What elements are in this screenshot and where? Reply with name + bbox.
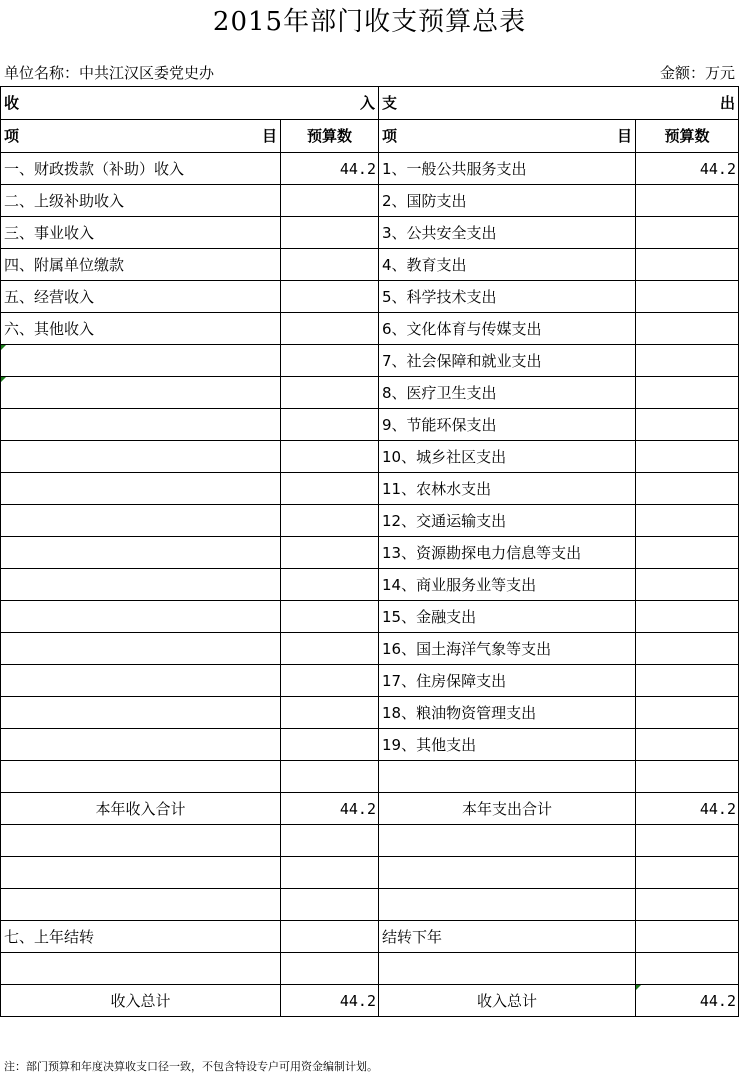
income-item-cell: 六、其他收入 <box>1 313 281 345</box>
expense-header-cell <box>379 87 739 120</box>
table-row <box>1 729 739 761</box>
income-value-cell <box>281 761 379 793</box>
blank-row <box>1 825 739 857</box>
table-row <box>1 409 739 441</box>
income-value-cell <box>281 569 379 601</box>
grand-total-row <box>1 985 739 1017</box>
income-item-cell: 三、事业收入 <box>1 217 281 249</box>
table-row <box>1 441 739 473</box>
income-header-right: 入 <box>359 94 375 112</box>
blank-cell <box>379 953 636 985</box>
table-row <box>1 153 739 185</box>
blank-cell <box>281 953 379 985</box>
income-item-cell: 四、附属单位缴款 <box>1 249 281 281</box>
expense-value-cell <box>636 697 739 729</box>
blank-cell <box>1 857 281 889</box>
grand-expense-label: 收入总计 <box>379 985 636 1017</box>
income-item-cell <box>1 633 281 665</box>
table-row <box>1 217 739 249</box>
expense-item-cell: 3、公共安全支出 <box>379 217 636 249</box>
expense-header-left: 支 <box>382 94 398 112</box>
expense-value-cell <box>636 185 739 217</box>
table-row <box>1 377 739 409</box>
income-item-cell <box>1 345 281 377</box>
blank-row <box>1 857 739 889</box>
expense-item-cell: 9、节能环保支出 <box>379 409 636 441</box>
expense-item-cell: 13、资源勘探电力信息等支出 <box>379 537 636 569</box>
blank-cell <box>379 889 636 921</box>
table-row <box>1 665 739 697</box>
grand-income-label: 收入总计 <box>1 985 281 1017</box>
carry-over-row <box>1 921 739 953</box>
expense-item-cell: 7、社会保障和就业支出 <box>379 345 636 377</box>
grand-income-value: 44.2 <box>281 985 379 1017</box>
table-row <box>1 313 739 345</box>
expense-value-cell <box>636 569 739 601</box>
income-item-cell <box>1 409 281 441</box>
expense-value-cell <box>636 665 739 697</box>
income-value-cell <box>281 729 379 761</box>
unit-name-label: 单位名称：中共江汉区委党史办 <box>4 64 215 82</box>
income-item-cell <box>1 729 281 761</box>
expense-item-cell: 16、国土海洋气象等支出 <box>379 633 636 665</box>
table-row <box>1 345 739 377</box>
income-value-cell <box>281 473 379 505</box>
income-item-cell <box>1 377 281 409</box>
blank-cell <box>379 857 636 889</box>
blank-cell <box>281 857 379 889</box>
expense-value-cell: 44.2 <box>636 153 739 185</box>
blank-cell <box>636 825 739 857</box>
expense-value-cell <box>636 281 739 313</box>
expense-item-cell: 14、商业服务业等支出 <box>379 569 636 601</box>
expense-item-cell: 1、一般公共服务支出 <box>379 153 636 185</box>
income-value-cell <box>281 345 379 377</box>
table-row <box>1 249 739 281</box>
income-item-cell <box>1 665 281 697</box>
income-item-cell <box>1 697 281 729</box>
blank-cell <box>281 889 379 921</box>
income-header-cell <box>1 87 379 120</box>
table-row <box>1 633 739 665</box>
expense-item-cell: 15、金融支出 <box>379 601 636 633</box>
expense-value-cell <box>636 473 739 505</box>
table-row <box>1 601 739 633</box>
income-item-cell: 五、经营收入 <box>1 281 281 313</box>
income-value-cell <box>281 377 379 409</box>
expense-value-cell <box>636 377 739 409</box>
blank-cell <box>379 825 636 857</box>
expense-value-cell <box>636 249 739 281</box>
expense-item-cell: 10、城乡社区支出 <box>379 441 636 473</box>
income-value-cell <box>281 185 379 217</box>
table-row <box>1 185 739 217</box>
expense-value-cell <box>636 601 739 633</box>
income-item-header <box>1 120 281 153</box>
income-item-cell <box>1 601 281 633</box>
expense-value-cell <box>636 633 739 665</box>
income-item-cell: 二、上级补助收入 <box>1 185 281 217</box>
expense-item-cell: 17、住房保障支出 <box>379 665 636 697</box>
income-item-cell <box>1 505 281 537</box>
header-row-income-expense <box>1 87 739 120</box>
income-item-header-left: 项 <box>4 127 20 145</box>
blank-cell <box>281 921 379 953</box>
expense-item-header-left: 项 <box>382 127 398 145</box>
expense-value-cell <box>636 217 739 249</box>
expense-item-cell: 5、科学技术支出 <box>379 281 636 313</box>
blank-cell <box>1 889 281 921</box>
table-row <box>1 569 739 601</box>
expense-value-cell <box>636 505 739 537</box>
expense-value-cell <box>636 345 739 377</box>
expense-budget-header: 预算数 <box>636 120 739 153</box>
amount-unit-label: 金额：万元 <box>659 64 735 82</box>
income-value-cell <box>281 313 379 345</box>
income-item-cell <box>1 473 281 505</box>
expense-value-cell <box>636 537 739 569</box>
income-item-cell <box>1 441 281 473</box>
header-row-items <box>1 120 739 153</box>
annual-total-row <box>1 793 739 825</box>
income-value-cell <box>281 217 379 249</box>
income-item-cell: 一、财政拨款（补助）收入 <box>1 153 281 185</box>
blank-row <box>1 953 739 985</box>
footnote: 注：部门预算和年度决算收支口径一致，不包含特设专户可用资金编制计划。 <box>4 1060 378 1073</box>
expense-item-header-right: 目 <box>616 127 632 145</box>
expense-item-cell: 6、文化体育与传媒支出 <box>379 313 636 345</box>
expense-value-cell <box>636 409 739 441</box>
annual-income-label: 本年收入合计 <box>1 793 281 825</box>
expense-value-cell <box>636 313 739 345</box>
expense-item-cell: 8、医疗卫生支出 <box>379 377 636 409</box>
expense-item-cell: 2、国防支出 <box>379 185 636 217</box>
income-item-cell <box>1 537 281 569</box>
income-value-cell <box>281 249 379 281</box>
income-value-cell <box>281 537 379 569</box>
income-item-cell <box>1 761 281 793</box>
table-row <box>1 473 739 505</box>
blank-cell <box>636 857 739 889</box>
budget-table-body <box>1 87 739 1017</box>
blank-cell <box>636 953 739 985</box>
expense-value-cell <box>636 729 739 761</box>
budget-table <box>0 86 739 1017</box>
carry-income-label: 七、上年结转 <box>1 921 281 953</box>
table-row <box>1 537 739 569</box>
expense-item-cell: 12、交通运输支出 <box>379 505 636 537</box>
expense-item-cell: 19、其他支出 <box>379 729 636 761</box>
blank-row <box>1 889 739 921</box>
income-value-cell <box>281 633 379 665</box>
income-value-cell <box>281 601 379 633</box>
carry-expense-label: 结转下年 <box>379 921 636 953</box>
income-item-cell <box>1 569 281 601</box>
annual-expense-value: 44.2 <box>636 793 739 825</box>
expense-item-header <box>379 120 636 153</box>
blank-cell <box>636 921 739 953</box>
table-row <box>1 505 739 537</box>
expense-value-cell <box>636 761 739 793</box>
income-value-cell <box>281 697 379 729</box>
annual-income-value: 44.2 <box>281 793 379 825</box>
page-title: 2015年部门收支预算总表 <box>212 7 527 37</box>
expense-header-right: 出 <box>719 94 735 112</box>
income-item-header-right: 目 <box>261 127 277 145</box>
expense-item-cell: 11、农林水支出 <box>379 473 636 505</box>
income-budget-header: 预算数 <box>281 120 379 153</box>
income-value-cell <box>281 441 379 473</box>
blank-cell <box>281 825 379 857</box>
expense-item-cell <box>379 761 636 793</box>
expense-item-cell: 18、粮油物资管理支出 <box>379 697 636 729</box>
income-value-cell <box>281 665 379 697</box>
income-value-cell <box>281 409 379 441</box>
table-row <box>1 697 739 729</box>
blank-cell <box>636 889 739 921</box>
grand-expense-value: 44.2 <box>636 985 739 1017</box>
annual-expense-label: 本年支出合计 <box>379 793 636 825</box>
blank-cell <box>1 953 281 985</box>
income-value-cell <box>281 281 379 313</box>
table-row <box>1 281 739 313</box>
expense-item-cell: 4、教育支出 <box>379 249 636 281</box>
income-value-cell: 44.2 <box>281 153 379 185</box>
income-value-cell <box>281 505 379 537</box>
table-row <box>1 761 739 793</box>
expense-value-cell <box>636 441 739 473</box>
income-header-left: 收 <box>4 94 20 112</box>
blank-cell <box>1 825 281 857</box>
